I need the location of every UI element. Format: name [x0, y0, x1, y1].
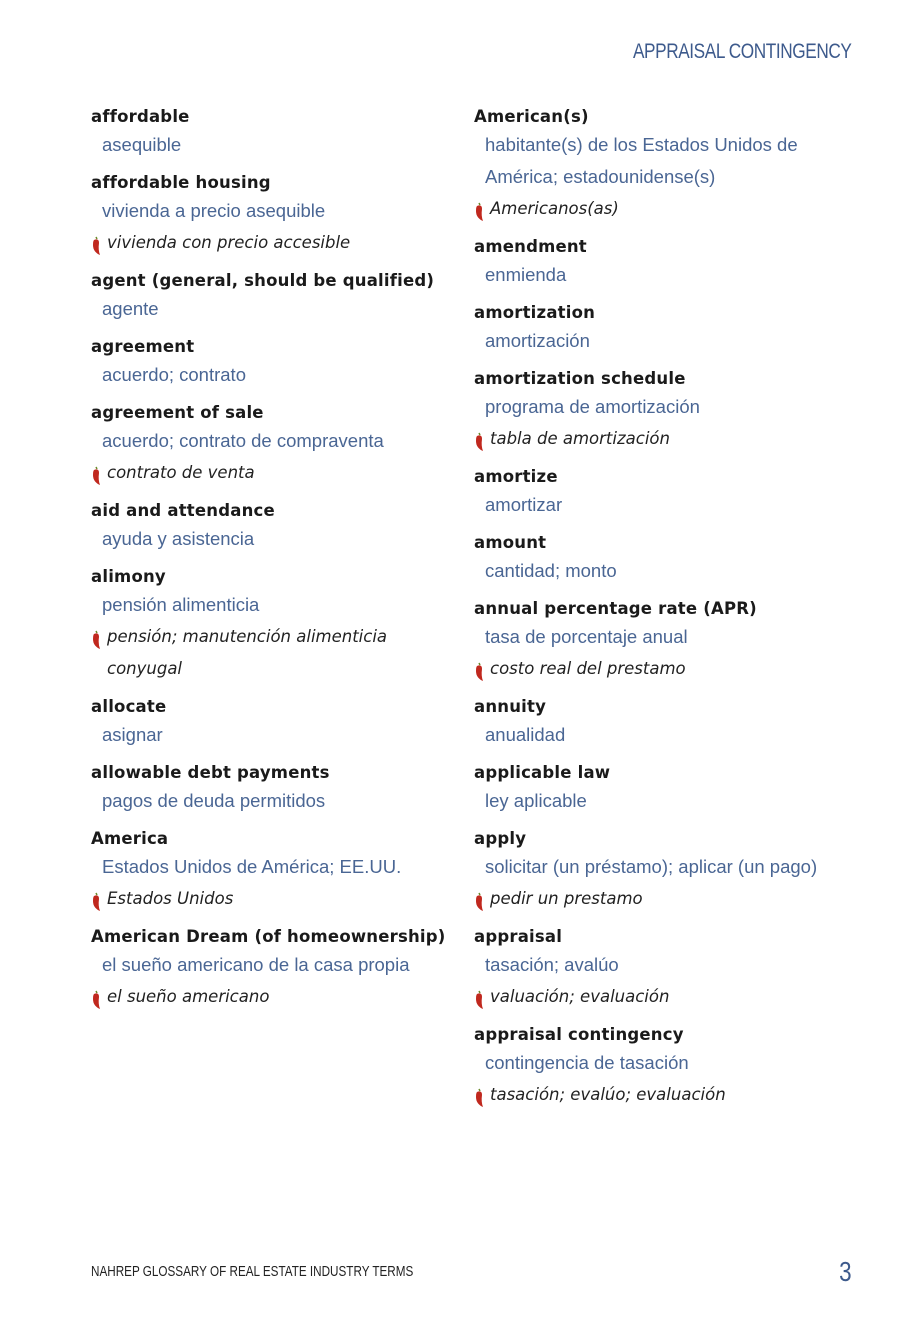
- entry-translation-continued: América; estadounidense(s): [485, 166, 716, 187]
- colloquial-text: Americanos(as): [490, 199, 619, 218]
- glossary-entry: [91, 172, 471, 259]
- entry-term: annual percentage rate (APR): [474, 599, 757, 618]
- entry-colloquial: [474, 1079, 854, 1111]
- colloquial-text: tasación; evalúo; evaluación: [490, 1085, 726, 1104]
- entry-translation: enmienda: [485, 264, 567, 285]
- chili-pepper-icon: [474, 202, 484, 222]
- entry-colloquial: [91, 457, 471, 489]
- footer-title: NAHREP GLOSSARY OF REAL ESTATE INDUSTRY TERMS: [91, 1263, 414, 1280]
- glossary-entry: [91, 402, 471, 489]
- chili-pepper-icon: [91, 236, 101, 256]
- colloquial-text: pedir un prestamo: [490, 889, 643, 908]
- entry-term: allocate: [91, 697, 167, 716]
- entry-translation: amortizar: [485, 494, 563, 515]
- entry-term: aid and attendance: [91, 501, 275, 520]
- entry-term: applicable law: [474, 763, 611, 782]
- colloquial-text: valuación; evaluación: [490, 987, 670, 1006]
- entry-term: affordable: [91, 107, 190, 126]
- glossary-entry: [474, 106, 854, 225]
- glossary-entry: [474, 1024, 854, 1111]
- entry-translation: pagos de deuda permitidos: [102, 790, 326, 811]
- entry-term: amount: [474, 533, 547, 552]
- chili-pepper-icon: [474, 990, 484, 1010]
- entry-term: affordable housing: [91, 173, 271, 192]
- glossary-entry: [91, 336, 471, 391]
- chili-pepper-icon: [91, 466, 101, 486]
- glossary-entry: [91, 566, 471, 685]
- colloquial-text: el sueño americano: [107, 987, 270, 1006]
- colloquial-text: pensión; manutención alimenticia: [107, 627, 388, 646]
- entry-term: agreement of sale: [91, 403, 264, 422]
- entry-translation: ayuda y asistencia: [102, 528, 255, 549]
- glossary-column-right: [474, 106, 854, 1122]
- entry-term: amortize: [474, 467, 558, 486]
- entry-colloquial: [91, 883, 471, 915]
- glossary-entry: [474, 828, 854, 915]
- entry-term: apply: [474, 829, 527, 848]
- entry-colloquial: [91, 621, 471, 685]
- chili-pepper-icon: [91, 892, 101, 912]
- glossary-entry: [474, 368, 854, 455]
- colloquial-text: tabla de amortización: [490, 429, 670, 448]
- entry-translation: pensión alimenticia: [102, 594, 260, 615]
- entry-translation: anualidad: [485, 724, 566, 745]
- colloquial-text: costo real del prestamo: [490, 659, 686, 678]
- colloquial-text: vivienda con precio accesible: [107, 233, 351, 252]
- entry-translation: tasación; avalúo: [485, 954, 619, 975]
- glossary-entry: [91, 696, 471, 751]
- entry-term: American(s): [474, 107, 589, 126]
- glossary-entry: [474, 598, 854, 685]
- glossary-entry: [474, 696, 854, 751]
- chili-pepper-icon: [91, 630, 101, 650]
- glossary-entry: [474, 926, 854, 1013]
- entry-term: agent (general, should be qualified): [91, 271, 435, 290]
- colloquial-text: contrato de venta: [107, 463, 255, 482]
- glossary-entry: [91, 270, 471, 325]
- entry-translation: acuerdo; contrato: [102, 364, 246, 385]
- page-number: 3: [839, 1256, 852, 1287]
- entry-colloquial: [91, 227, 471, 259]
- glossary-entry: [474, 532, 854, 587]
- chili-pepper-icon: [91, 990, 101, 1010]
- entry-term: agreement: [91, 337, 195, 356]
- chili-pepper-icon: [474, 432, 484, 452]
- entry-term: alimony: [91, 567, 166, 586]
- glossary-entry: [474, 762, 854, 817]
- entry-translation: asequible: [102, 134, 182, 155]
- entry-translation: acuerdo; contrato de compraventa: [102, 430, 384, 451]
- chili-pepper-icon: [474, 1088, 484, 1108]
- entry-translation: ley aplicable: [485, 790, 587, 811]
- entry-colloquial: [474, 883, 854, 915]
- entry-translation: habitante(s) de los Estados Unidos de: [485, 134, 798, 155]
- entry-colloquial: [474, 423, 854, 455]
- chili-pepper-icon: [474, 892, 484, 912]
- entry-translation: programa de amortización: [485, 396, 700, 417]
- glossary-entry: [91, 500, 471, 555]
- entry-translation: el sueño americano de la casa propia: [102, 954, 410, 975]
- glossary-entry: [474, 466, 854, 521]
- colloquial-text-continued: conyugal: [107, 659, 183, 678]
- entry-term: amendment: [474, 237, 587, 256]
- entry-colloquial: [91, 981, 471, 1013]
- glossary-entry: [91, 828, 471, 915]
- glossary-entry: [474, 302, 854, 357]
- glossary-entry: [91, 762, 471, 817]
- entry-translation: asignar: [102, 724, 163, 745]
- entry-term: appraisal: [474, 927, 563, 946]
- entry-term: America: [91, 829, 169, 848]
- glossary-entry: [91, 106, 471, 161]
- entry-translation: tasa de porcentaje anual: [485, 626, 688, 647]
- entry-term: amortization schedule: [474, 369, 686, 388]
- entry-colloquial: [474, 193, 854, 225]
- entry-translation: cantidad; monto: [485, 560, 617, 581]
- entry-colloquial: [474, 653, 854, 685]
- entry-term: amortization: [474, 303, 596, 322]
- entry-translation: contingencia de tasación: [485, 1052, 689, 1073]
- entry-term: appraisal contingency: [474, 1025, 684, 1044]
- glossary-column-left: [91, 106, 471, 1024]
- entry-translation: vivienda a precio asequible: [102, 200, 326, 221]
- entry-translation: solicitar (un préstamo); aplicar (un pago): [485, 856, 818, 877]
- chili-pepper-icon: [474, 662, 484, 682]
- entry-translation: agente: [102, 298, 159, 319]
- entry-colloquial: [474, 981, 854, 1013]
- colloquial-text: Estados Unidos: [107, 889, 234, 908]
- entry-term: American Dream (of homeownership): [91, 927, 446, 946]
- entry-term: allowable debt payments: [91, 763, 330, 782]
- glossary-entry: [91, 926, 471, 1013]
- glossary-entry: [474, 236, 854, 291]
- entry-term: annuity: [474, 697, 547, 716]
- entry-translation: amortización: [485, 330, 590, 351]
- running-head: APPRAISAL CONTINGENCY: [632, 40, 851, 63]
- entry-translation: Estados Unidos de América; EE.UU.: [102, 856, 402, 877]
